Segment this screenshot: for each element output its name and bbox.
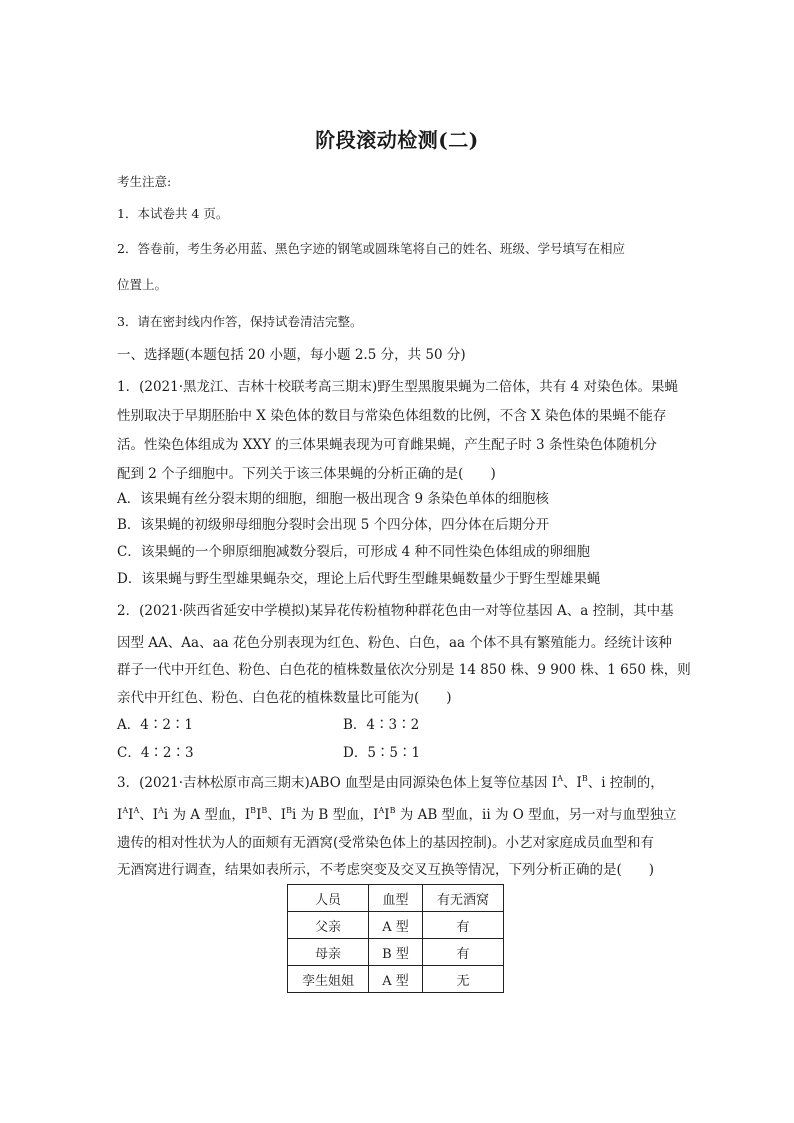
- q3-text: I: [117, 807, 123, 823]
- notice-heading: 考生注意:: [117, 174, 172, 189]
- question-2-line: 群子一代中开红色、粉色、白色花的植株数量依次分别是 14 850 株、9 900 株、1 650 株，则: [117, 662, 691, 678]
- question-1-line: 性别取决于早期胚胎中 X 染色体的数目与常染色体组数的比例，不含 X 染色体的果蝇不能存: [117, 408, 667, 424]
- table-cell: 父亲: [288, 912, 369, 939]
- question-2-option-d: D．5∶5∶1: [343, 745, 421, 761]
- table-cell: 孪生姐姐: [288, 966, 369, 993]
- q3-text: i 为 B 型血，: [292, 807, 374, 823]
- notice-item: 3．请在密封线内作答，保持试卷清洁完整。: [117, 314, 363, 329]
- notice-item: 1．本试卷共 4 页。: [117, 206, 229, 221]
- q3-text: 为 AB 型血，ii 为 O 型血，另一对与血型独立: [395, 807, 677, 823]
- question-2-option-b: B．4∶3∶2: [343, 717, 420, 733]
- q3-text: I: [280, 807, 287, 823]
- table-cell: 母亲: [288, 939, 369, 966]
- allele-superscript: B: [581, 774, 588, 783]
- table-cell: A 型: [369, 912, 423, 939]
- question-2-line: 2．(2021·陕西省延安中学模拟)某异花传粉植物种群花色由一对等位基因 A、a 控制，其中基: [117, 603, 674, 619]
- table-cell: B 型: [369, 939, 423, 966]
- q3-text: I: [256, 807, 262, 823]
- q3-text: I: [384, 807, 390, 823]
- allele-superscript: B: [250, 806, 257, 815]
- allele-superscript: A: [158, 806, 164, 815]
- question-3-line: 无酒窝进行调查，结果如表所示，不考虑突变及交叉互换等情况，下列分析正确的是( ): [117, 862, 655, 878]
- q3-text: 3．(2021·吉林松原市高三期末)ABO 血型是由同源染色体上复等位基因 I: [117, 775, 558, 791]
- q3-text: i 为 A 型血，: [163, 807, 245, 823]
- table-cell: 有: [423, 912, 504, 939]
- table-cell: 有: [423, 939, 504, 966]
- allele-superscript: B: [286, 806, 293, 815]
- table-header: 血型: [369, 885, 423, 912]
- table-header: 人员: [288, 885, 369, 912]
- question-3-line: 遗传的相对性状为人的面颊有无酒窝(受常染色体上的基因控制)。小艺对家庭成员血型和有: [117, 835, 655, 851]
- q3-text: 、I: [562, 775, 582, 791]
- section-heading: 一、选择题(本题包括 20 小题，每小题 2.5 分，共 50 分): [117, 347, 466, 363]
- question-2-line: 亲代中开红色、粉色、白色花的植株数量比可能为( ): [117, 690, 452, 706]
- q3-text: 、: [139, 807, 153, 823]
- question-2-line: 因型 AA、Aa、aa 花色分别表现为红色、粉色、白色，aa 个体不具有繁殖能力。经统计该种: [117, 635, 672, 651]
- question-1-line: 活。性染色体组成为 XXY 的三体果蝇表现为可育雌果蝇，产生配子时 3 条性染色体随机分: [117, 437, 657, 453]
- question-1-option-a: A．该果蝇有丝分裂末期的细胞，细胞一极出现含 9 条染色单体的细胞核: [117, 491, 549, 507]
- q3-text: 、: [267, 807, 281, 823]
- table-cell: A 型: [369, 966, 423, 993]
- allele-superscript: B: [261, 806, 268, 815]
- table-row: [288, 939, 504, 966]
- notice-item: 位置上。: [117, 277, 168, 292]
- question-1-line: 配到 2 个子细胞中。下列关于该三体果蝇的分析正确的是( ): [117, 466, 496, 482]
- notice-item: 2．答卷前，考生务必用蓝、黑色字迹的钢笔或圆珠笔将自己的姓名、班级、学号填写在相应: [117, 241, 625, 256]
- question-2-option-c: C．4∶2∶3: [117, 745, 194, 761]
- question-1-option-c: C．该果蝇的一个卵原细胞减数分裂后，可形成 4 种不同性染色体组成的卵细胞: [117, 544, 590, 560]
- question-1-option-d: D．该果蝇与野生型雄果蝇杂交，理论上后代野生型雌果蝇数量少于野生型雄果蝇: [117, 571, 601, 587]
- q3-text: 、i 控制的，: [587, 775, 664, 791]
- survey-table: [287, 884, 504, 993]
- table-header: 有无酒窝: [423, 885, 504, 912]
- table-row: [288, 912, 504, 939]
- question-1-line: 1．(2021·黑龙江、吉林十校联考高三期末)野生型黑腹果蝇为二倍体，共有 4 对染色体。果蝇: [117, 379, 678, 395]
- question-2-option-a: A．4∶2∶1: [117, 717, 194, 733]
- q3-text: I: [244, 807, 251, 823]
- question-3-genotype-line: [117, 806, 687, 824]
- allele-superscript: A: [557, 774, 563, 783]
- page-title: 阶段滚动检测(二): [315, 128, 479, 152]
- q3-text: I: [128, 807, 134, 823]
- allele-superscript: A: [133, 806, 140, 815]
- allele-superscript: A: [378, 806, 385, 815]
- q3-text: I: [152, 807, 159, 823]
- question-3-line: [117, 774, 687, 792]
- table-cell: 无: [423, 966, 504, 993]
- table-row: [288, 966, 504, 993]
- question-1-option-b: B．该果蝇的初级卵母细胞分裂时会出现 5 个四分体，四分体在后期分开: [117, 517, 550, 533]
- allele-superscript: A: [122, 806, 129, 815]
- q3-text: I: [373, 807, 379, 823]
- table-header-row: [288, 885, 504, 912]
- allele-superscript: B: [389, 806, 396, 815]
